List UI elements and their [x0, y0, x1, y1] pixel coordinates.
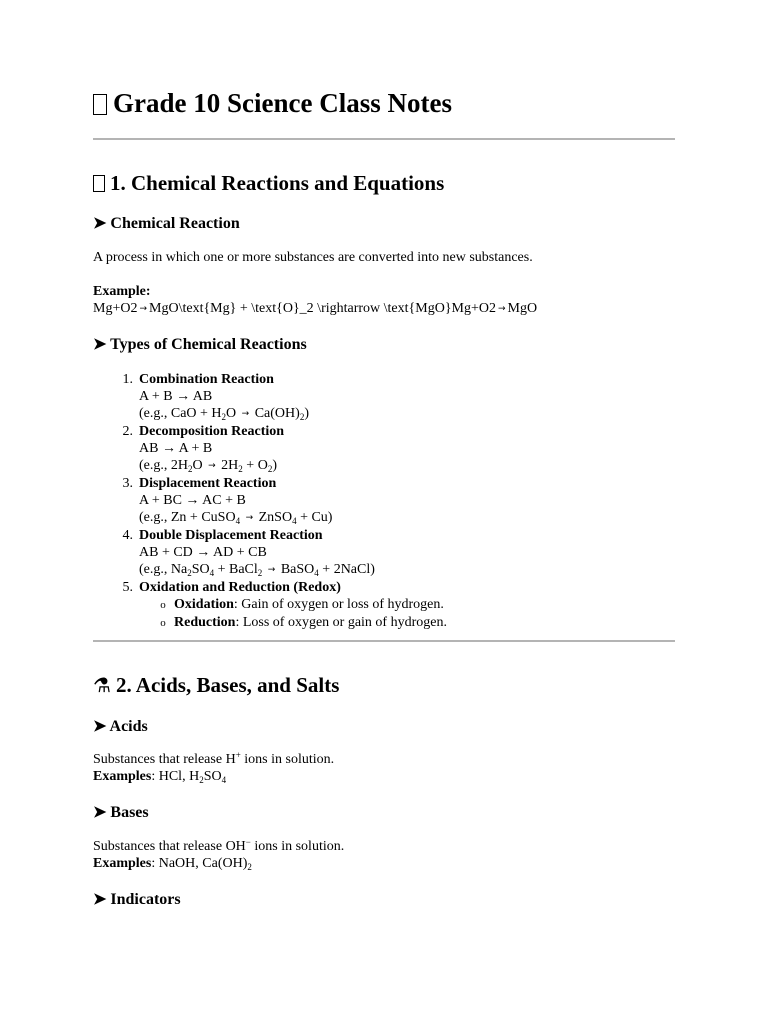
subheading-types-of-reactions: ➤ Types of Chemical Reactions	[93, 336, 307, 353]
displacement-general-equation: A + BC → AC + B	[139, 493, 246, 508]
list-item-decomposition: 2. Decomposition Reaction	[122, 424, 285, 439]
subheading-acids: ➤ Acids	[93, 718, 148, 735]
definition-text: A process in which one or more substances are converted into new substances.	[93, 250, 533, 265]
subheading-bases: ➤ Bases	[93, 804, 149, 821]
flask-icon: ⚗	[93, 673, 111, 697]
example-label: Example:	[93, 284, 151, 299]
double-displacement-general-equation: AB + CD → AD + CB	[139, 545, 267, 560]
example-equation: Mg+O2 → MgO\text{Mg} + \text{O}_2 \rightarrow \text{MgO}Mg+O2 → MgO	[93, 301, 538, 316]
redox-item-oxidation: o Oxidation: Gain of oxygen or loss of hydrogen.	[160, 597, 444, 612]
divider	[93, 138, 675, 140]
double-displacement-example: (e.g., $Na_2SO_4$ + BaCl$_2$ → BaSO$_4$ + 2NaCl)	[139, 562, 375, 578]
section-heading-acids-bases-salts: ⚗ 2. Acids, Bases, and Salts	[93, 673, 340, 697]
acids-examples: Examples: HCl, $H_2SO_4$	[93, 769, 227, 785]
displacement-example: (e.g., Zn + CuSO$_4$ → ZnSO$_4$ + Cu)	[139, 510, 333, 526]
list-item-double-displacement: 4. Double Displacement Reaction	[122, 528, 323, 543]
reaction-types-list	[93, 371, 447, 632]
page-title: Grade 10 Science Class Notes	[93, 88, 452, 119]
combination-example: (e.g., CaO + $H_2O \to Ca(OH)_2$)	[139, 406, 309, 422]
list-item-redox: 5. Oxidation and Reduction (Redox)	[122, 580, 341, 595]
bases-description: Substances that release OH− ions in solution.	[93, 837, 345, 854]
decomposition-example: (e.g., $2H_2O \to 2H_2 + O_2$)	[139, 458, 277, 474]
missing-glyph-icon	[93, 175, 105, 192]
bases-examples: Examples: NaOH, $Ca(OH)_2$	[93, 856, 252, 872]
subheading-indicators: ➤ Indicators	[93, 891, 181, 908]
list-item-displacement: 3. Displacement Reaction	[122, 476, 277, 491]
subheading-chemical-reaction: ➤ Chemical Reaction	[93, 215, 240, 232]
list-item-combination: 1. Combination Reaction	[122, 372, 274, 387]
section-heading-chemical-reactions: 1. Chemical Reactions and Equations	[93, 171, 444, 196]
combination-general-equation: A + B → AB	[139, 389, 213, 404]
divider	[93, 640, 675, 642]
acids-description: Substances that release H+ ions in solution.	[93, 750, 335, 767]
missing-glyph-icon	[93, 94, 107, 115]
redox-item-reduction: o Reduction: Loss of oxygen or gain of hydrogen.	[160, 615, 447, 630]
decomposition-general-equation: AB → A + B	[139, 441, 213, 456]
